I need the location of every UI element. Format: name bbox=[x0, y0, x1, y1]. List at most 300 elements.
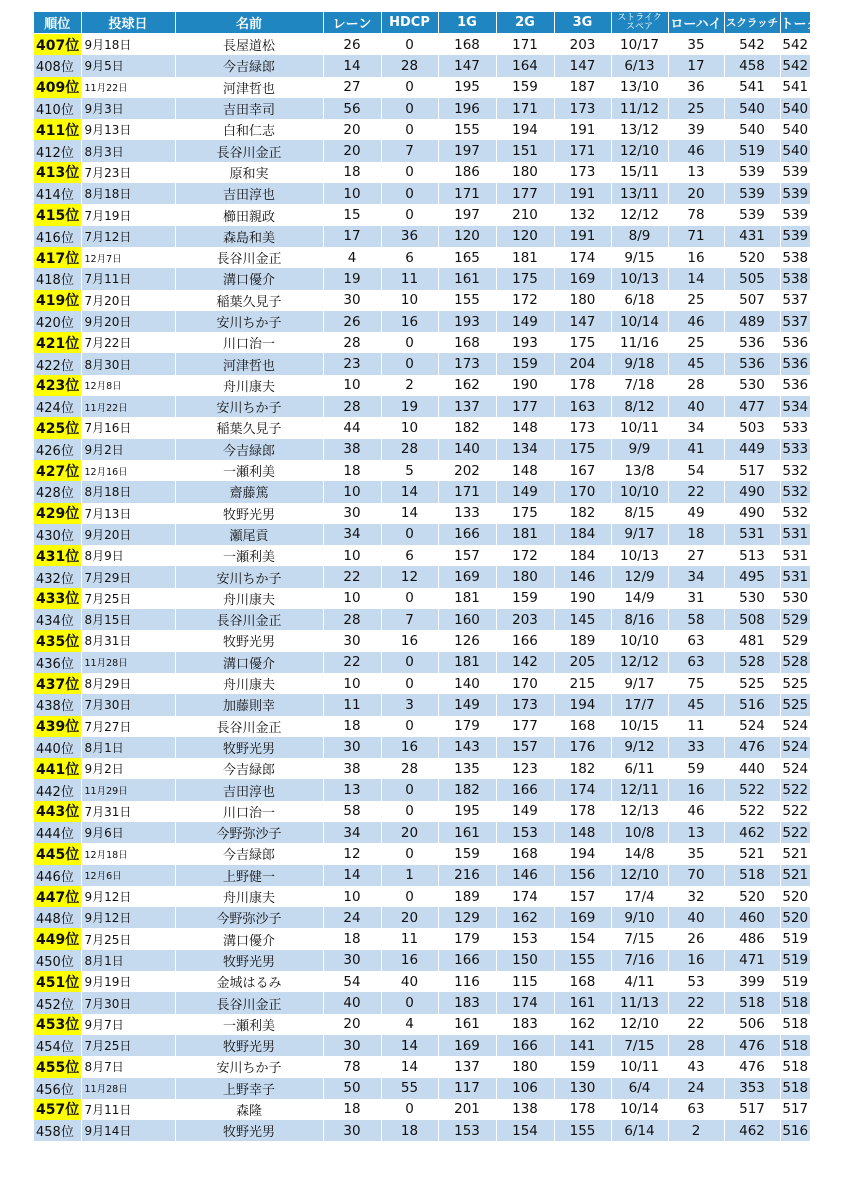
cell-lowhigh: 25 bbox=[668, 290, 724, 311]
cell-strike-spare: 10/13 bbox=[611, 545, 668, 566]
cell-lane: 28 bbox=[323, 332, 381, 353]
cell-lane: 56 bbox=[323, 98, 381, 119]
table-row bbox=[34, 98, 810, 119]
cell-game3: 194 bbox=[554, 694, 611, 715]
table-row bbox=[34, 268, 810, 289]
cell-rank: 447位 bbox=[34, 886, 81, 907]
cell-game3: 167 bbox=[554, 460, 611, 481]
cell-lane: 30 bbox=[323, 630, 381, 651]
table-row bbox=[34, 162, 810, 183]
cell-lowhigh: 39 bbox=[668, 119, 724, 140]
table-row bbox=[34, 865, 810, 886]
cell-lowhigh: 53 bbox=[668, 971, 724, 992]
cell-rank: 430位 bbox=[34, 524, 81, 545]
cell-strike-spare: 12/12 bbox=[611, 204, 668, 225]
cell-scratch: 517 bbox=[724, 1099, 780, 1120]
table-row bbox=[34, 545, 810, 566]
cell-game3: 156 bbox=[554, 865, 611, 886]
cell-lowhigh: 11 bbox=[668, 716, 724, 737]
cell-game1: 197 bbox=[438, 204, 496, 225]
cell-lowhigh: 49 bbox=[668, 503, 724, 524]
cell-scratch: 353 bbox=[724, 1078, 780, 1099]
cell-lowhigh: 46 bbox=[668, 311, 724, 332]
cell-rank: 434位 bbox=[34, 609, 81, 630]
cell-game2: 170 bbox=[496, 673, 554, 694]
cell-game2: 175 bbox=[496, 268, 554, 289]
cell-rank: 413位 bbox=[34, 162, 81, 183]
cell-game1: 165 bbox=[438, 247, 496, 268]
cell-total: 540 bbox=[780, 98, 810, 119]
cell-date: 11月29日 bbox=[81, 779, 175, 800]
cell-name: 今吉緑郎 bbox=[175, 55, 323, 76]
cell-rank: 451位 bbox=[34, 971, 81, 992]
cell-date: 12月6日 bbox=[81, 865, 175, 886]
cell-scratch: 489 bbox=[724, 311, 780, 332]
cell-game2: 172 bbox=[496, 290, 554, 311]
cell-game1: 189 bbox=[438, 886, 496, 907]
cell-strike-spare: 12/12 bbox=[611, 652, 668, 673]
cell-strike-spare: 11/12 bbox=[611, 98, 668, 119]
cell-game2: 171 bbox=[496, 34, 554, 56]
cell-rank: 455位 bbox=[34, 1056, 81, 1077]
cell-game1: 182 bbox=[438, 417, 496, 438]
header-rank: 順位 bbox=[34, 12, 81, 34]
cell-game3: 180 bbox=[554, 290, 611, 311]
header-lane: レーン bbox=[323, 12, 381, 34]
cell-date: 7月11日 bbox=[81, 1099, 175, 1120]
cell-game3: 145 bbox=[554, 609, 611, 630]
cell-game1: 171 bbox=[438, 481, 496, 502]
cell-name: 上野幸子 bbox=[175, 1078, 323, 1099]
cell-lowhigh: 41 bbox=[668, 439, 724, 460]
cell-hdcp: 19 bbox=[381, 396, 438, 417]
cell-hdcp: 0 bbox=[381, 716, 438, 737]
cell-lane: 10 bbox=[323, 673, 381, 694]
cell-date: 7月22日 bbox=[81, 332, 175, 353]
cell-scratch: 503 bbox=[724, 417, 780, 438]
table-row bbox=[34, 886, 810, 907]
cell-game2: 106 bbox=[496, 1078, 554, 1099]
cell-game3: 187 bbox=[554, 77, 611, 98]
cell-scratch: 539 bbox=[724, 183, 780, 204]
cell-game2: 149 bbox=[496, 801, 554, 822]
cell-total: 529 bbox=[780, 609, 810, 630]
cell-lowhigh: 35 bbox=[668, 843, 724, 864]
cell-lowhigh: 78 bbox=[668, 204, 724, 225]
cell-lane: 58 bbox=[323, 801, 381, 822]
cell-hdcp: 11 bbox=[381, 928, 438, 949]
cell-date: 7月13日 bbox=[81, 503, 175, 524]
cell-game3: 169 bbox=[554, 268, 611, 289]
cell-total: 520 bbox=[780, 886, 810, 907]
cell-game2: 177 bbox=[496, 396, 554, 417]
cell-game3: 204 bbox=[554, 353, 611, 374]
cell-lowhigh: 2 bbox=[668, 1120, 724, 1141]
cell-strike-spare: 8/15 bbox=[611, 503, 668, 524]
cell-lane: 28 bbox=[323, 609, 381, 630]
cell-game3: 205 bbox=[554, 652, 611, 673]
cell-scratch: 471 bbox=[724, 950, 780, 971]
cell-total: 536 bbox=[780, 353, 810, 374]
cell-lane: 4 bbox=[323, 247, 381, 268]
cell-total: 531 bbox=[780, 545, 810, 566]
cell-game3: 184 bbox=[554, 545, 611, 566]
cell-total: 539 bbox=[780, 162, 810, 183]
cell-lowhigh: 71 bbox=[668, 226, 724, 247]
cell-lowhigh: 32 bbox=[668, 886, 724, 907]
cell-date: 9月19日 bbox=[81, 971, 175, 992]
cell-date: 12月8日 bbox=[81, 375, 175, 396]
cell-strike-spare: 9/9 bbox=[611, 439, 668, 460]
table-row bbox=[34, 588, 810, 609]
cell-game2: 180 bbox=[496, 162, 554, 183]
table-row bbox=[34, 1120, 810, 1141]
cell-hdcp: 0 bbox=[381, 98, 438, 119]
cell-name: 今野弥沙子 bbox=[175, 822, 323, 843]
cell-rank: 446位 bbox=[34, 865, 81, 886]
table-row bbox=[34, 1014, 810, 1035]
cell-name: 長谷川金正 bbox=[175, 609, 323, 630]
cell-game3: 173 bbox=[554, 417, 611, 438]
cell-total: 529 bbox=[780, 630, 810, 651]
cell-strike-spare: 6/11 bbox=[611, 758, 668, 779]
cell-date: 8月9日 bbox=[81, 545, 175, 566]
cell-strike-spare: 15/11 bbox=[611, 162, 668, 183]
header-row bbox=[34, 12, 810, 34]
cell-lowhigh: 13 bbox=[668, 162, 724, 183]
table-row bbox=[34, 140, 810, 161]
header-game1: 1G bbox=[438, 12, 496, 34]
cell-name: 吉田淳也 bbox=[175, 183, 323, 204]
cell-name: 溝口優介 bbox=[175, 928, 323, 949]
table-row bbox=[34, 77, 810, 98]
cell-name: 川口治一 bbox=[175, 332, 323, 353]
cell-game2: 148 bbox=[496, 460, 554, 481]
cell-hdcp: 0 bbox=[381, 801, 438, 822]
cell-hdcp: 14 bbox=[381, 1056, 438, 1077]
cell-strike-spare: 9/12 bbox=[611, 737, 668, 758]
cell-scratch: 458 bbox=[724, 55, 780, 76]
cell-lowhigh: 59 bbox=[668, 758, 724, 779]
cell-game1: 161 bbox=[438, 1014, 496, 1035]
cell-rank: 418位 bbox=[34, 268, 81, 289]
cell-scratch: 431 bbox=[724, 226, 780, 247]
cell-hdcp: 0 bbox=[381, 992, 438, 1013]
cell-game3: 154 bbox=[554, 928, 611, 949]
cell-lowhigh: 16 bbox=[668, 247, 724, 268]
cell-scratch: 540 bbox=[724, 119, 780, 140]
cell-rank: 411位 bbox=[34, 119, 81, 140]
cell-rank: 444位 bbox=[34, 822, 81, 843]
cell-date: 12月18日 bbox=[81, 843, 175, 864]
cell-name: 舟川康夫 bbox=[175, 673, 323, 694]
cell-scratch: 462 bbox=[724, 1120, 780, 1141]
cell-hdcp: 20 bbox=[381, 822, 438, 843]
cell-lane: 44 bbox=[323, 417, 381, 438]
cell-rank: 431位 bbox=[34, 545, 81, 566]
cell-strike-spare: 13/12 bbox=[611, 119, 668, 140]
cell-lane: 26 bbox=[323, 34, 381, 56]
cell-date: 7月20日 bbox=[81, 290, 175, 311]
cell-strike-spare: 10/11 bbox=[611, 1056, 668, 1077]
cell-strike-spare: 13/10 bbox=[611, 77, 668, 98]
cell-game1: 195 bbox=[438, 77, 496, 98]
cell-scratch: 490 bbox=[724, 503, 780, 524]
cell-rank: 408位 bbox=[34, 55, 81, 76]
cell-total: 537 bbox=[780, 290, 810, 311]
cell-scratch: 477 bbox=[724, 396, 780, 417]
cell-scratch: 507 bbox=[724, 290, 780, 311]
cell-scratch: 536 bbox=[724, 353, 780, 374]
cell-date: 11月28日 bbox=[81, 1078, 175, 1099]
table-row bbox=[34, 460, 810, 481]
cell-name: 吉田淳也 bbox=[175, 779, 323, 800]
cell-name: 森島和美 bbox=[175, 226, 323, 247]
table-row bbox=[34, 992, 810, 1013]
header-strike-label: ストライク bbox=[617, 12, 662, 23]
cell-rank: 409位 bbox=[34, 77, 81, 98]
cell-total: 524 bbox=[780, 758, 810, 779]
cell-rank: 457位 bbox=[34, 1099, 81, 1120]
cell-scratch: 524 bbox=[724, 716, 780, 737]
cell-name: 長谷川金正 bbox=[175, 992, 323, 1013]
cell-date: 9月20日 bbox=[81, 311, 175, 332]
cell-name: 稲葉久見子 bbox=[175, 417, 323, 438]
header-total: トータル bbox=[780, 12, 810, 34]
cell-date: 7月29日 bbox=[81, 566, 175, 587]
cell-game1: 133 bbox=[438, 503, 496, 524]
cell-scratch: 540 bbox=[724, 98, 780, 119]
cell-lane: 18 bbox=[323, 1099, 381, 1120]
cell-strike-spare: 11/13 bbox=[611, 992, 668, 1013]
cell-hdcp: 10 bbox=[381, 417, 438, 438]
cell-hdcp: 5 bbox=[381, 460, 438, 481]
cell-game2: 142 bbox=[496, 652, 554, 673]
cell-hdcp: 7 bbox=[381, 140, 438, 161]
cell-name: 舟川康夫 bbox=[175, 375, 323, 396]
cell-game2: 162 bbox=[496, 907, 554, 928]
cell-date: 8月3日 bbox=[81, 140, 175, 161]
cell-lane: 38 bbox=[323, 439, 381, 460]
cell-total: 520 bbox=[780, 907, 810, 928]
cell-strike-spare: 6/4 bbox=[611, 1078, 668, 1099]
table-row bbox=[34, 439, 810, 460]
cell-game3: 184 bbox=[554, 524, 611, 545]
cell-game1: 181 bbox=[438, 588, 496, 609]
cell-scratch: 528 bbox=[724, 652, 780, 673]
cell-scratch: 518 bbox=[724, 992, 780, 1013]
cell-rank: 454位 bbox=[34, 1035, 81, 1056]
cell-total: 516 bbox=[780, 1120, 810, 1141]
cell-total: 521 bbox=[780, 843, 810, 864]
cell-total: 536 bbox=[780, 332, 810, 353]
cell-rank: 432位 bbox=[34, 566, 81, 587]
cell-name: 今吉緑郎 bbox=[175, 758, 323, 779]
cell-lane: 20 bbox=[323, 1014, 381, 1035]
table-row bbox=[34, 566, 810, 587]
cell-rank: 423位 bbox=[34, 375, 81, 396]
cell-name: 今吉緑郎 bbox=[175, 843, 323, 864]
cell-strike-spare: 9/18 bbox=[611, 353, 668, 374]
cell-game3: 163 bbox=[554, 396, 611, 417]
cell-strike-spare: 6/18 bbox=[611, 290, 668, 311]
cell-scratch: 506 bbox=[724, 1014, 780, 1035]
cell-hdcp: 0 bbox=[381, 77, 438, 98]
table-row bbox=[34, 716, 810, 737]
cell-game1: 126 bbox=[438, 630, 496, 651]
table-row bbox=[34, 503, 810, 524]
cell-game1: 140 bbox=[438, 673, 496, 694]
cell-game2: 149 bbox=[496, 311, 554, 332]
cell-game2: 146 bbox=[496, 865, 554, 886]
cell-game3: 161 bbox=[554, 992, 611, 1013]
cell-name: 長谷川金正 bbox=[175, 140, 323, 161]
cell-scratch: 508 bbox=[724, 609, 780, 630]
cell-game3: 168 bbox=[554, 716, 611, 737]
cell-strike-spare: 9/17 bbox=[611, 524, 668, 545]
cell-game2: 173 bbox=[496, 694, 554, 715]
cell-date: 7月25日 bbox=[81, 1035, 175, 1056]
cell-strike-spare: 9/17 bbox=[611, 673, 668, 694]
cell-total: 519 bbox=[780, 928, 810, 949]
cell-scratch: 399 bbox=[724, 971, 780, 992]
cell-game3: 203 bbox=[554, 34, 611, 56]
cell-lane: 15 bbox=[323, 204, 381, 225]
table-row bbox=[34, 779, 810, 800]
cell-game1: 195 bbox=[438, 801, 496, 822]
cell-strike-spare: 13/11 bbox=[611, 183, 668, 204]
table-row bbox=[34, 630, 810, 651]
header-scratch: スクラッチ bbox=[724, 12, 780, 34]
cell-rank: 437位 bbox=[34, 673, 81, 694]
cell-total: 538 bbox=[780, 247, 810, 268]
cell-date: 9月7日 bbox=[81, 1014, 175, 1035]
cell-total: 531 bbox=[780, 566, 810, 587]
cell-game3: 191 bbox=[554, 183, 611, 204]
cell-game1: 166 bbox=[438, 524, 496, 545]
cell-date: 9月12日 bbox=[81, 907, 175, 928]
cell-lowhigh: 17 bbox=[668, 55, 724, 76]
cell-rank: 428位 bbox=[34, 481, 81, 502]
cell-date: 7月16日 bbox=[81, 417, 175, 438]
cell-game3: 215 bbox=[554, 673, 611, 694]
cell-game2: 172 bbox=[496, 545, 554, 566]
cell-rank: 422位 bbox=[34, 353, 81, 374]
cell-date: 9月20日 bbox=[81, 524, 175, 545]
cell-hdcp: 0 bbox=[381, 843, 438, 864]
cell-lane: 18 bbox=[323, 928, 381, 949]
cell-lowhigh: 28 bbox=[668, 375, 724, 396]
cell-name: 河津哲也 bbox=[175, 353, 323, 374]
cell-strike-spare: 10/17 bbox=[611, 34, 668, 56]
cell-hdcp: 20 bbox=[381, 907, 438, 928]
cell-lowhigh: 25 bbox=[668, 332, 724, 353]
cell-lowhigh: 34 bbox=[668, 417, 724, 438]
cell-lowhigh: 45 bbox=[668, 353, 724, 374]
cell-name: 安川ちか子 bbox=[175, 396, 323, 417]
cell-strike-spare: 10/14 bbox=[611, 1099, 668, 1120]
cell-game2: 154 bbox=[496, 1120, 554, 1141]
cell-game1: 137 bbox=[438, 1056, 496, 1077]
cell-total: 522 bbox=[780, 801, 810, 822]
cell-name: 溝口優介 bbox=[175, 652, 323, 673]
cell-date: 7月31日 bbox=[81, 801, 175, 822]
cell-rank: 410位 bbox=[34, 98, 81, 119]
cell-total: 524 bbox=[780, 737, 810, 758]
cell-lane: 30 bbox=[323, 950, 381, 971]
cell-hdcp: 36 bbox=[381, 226, 438, 247]
cell-lane: 22 bbox=[323, 652, 381, 673]
cell-name: 安川ちか子 bbox=[175, 311, 323, 332]
cell-scratch: 516 bbox=[724, 694, 780, 715]
cell-game3: 175 bbox=[554, 332, 611, 353]
cell-hdcp: 14 bbox=[381, 1035, 438, 1056]
header-name: 名前 bbox=[175, 12, 323, 34]
table-row bbox=[34, 183, 810, 204]
cell-name: 安川ちか子 bbox=[175, 566, 323, 587]
cell-hdcp: 0 bbox=[381, 204, 438, 225]
cell-game1: 135 bbox=[438, 758, 496, 779]
cell-game1: 186 bbox=[438, 162, 496, 183]
cell-name: 瀬尾貢 bbox=[175, 524, 323, 545]
cell-game2: 180 bbox=[496, 1056, 554, 1077]
cell-scratch: 521 bbox=[724, 843, 780, 864]
cell-game1: 140 bbox=[438, 439, 496, 460]
cell-game2: 171 bbox=[496, 98, 554, 119]
cell-strike-spare: 12/11 bbox=[611, 779, 668, 800]
cell-lowhigh: 45 bbox=[668, 694, 724, 715]
table-row bbox=[34, 609, 810, 630]
cell-game3: 168 bbox=[554, 971, 611, 992]
cell-strike-spare: 12/10 bbox=[611, 865, 668, 886]
cell-strike-spare: 7/15 bbox=[611, 928, 668, 949]
cell-strike-spare: 7/16 bbox=[611, 950, 668, 971]
cell-scratch: 518 bbox=[724, 865, 780, 886]
table-row bbox=[34, 1035, 810, 1056]
cell-name: 牧野光男 bbox=[175, 950, 323, 971]
cell-rank: 449位 bbox=[34, 928, 81, 949]
cell-game2: 134 bbox=[496, 439, 554, 460]
cell-total: 540 bbox=[780, 140, 810, 161]
cell-date: 12月16日 bbox=[81, 460, 175, 481]
cell-name: 上野健一 bbox=[175, 865, 323, 886]
cell-game2: 177 bbox=[496, 716, 554, 737]
cell-rank: 419位 bbox=[34, 290, 81, 311]
cell-date: 7月30日 bbox=[81, 992, 175, 1013]
table-row bbox=[34, 694, 810, 715]
cell-lane: 40 bbox=[323, 992, 381, 1013]
cell-lowhigh: 18 bbox=[668, 524, 724, 545]
cell-strike-spare: 10/13 bbox=[611, 268, 668, 289]
cell-game3: 174 bbox=[554, 779, 611, 800]
cell-scratch: 449 bbox=[724, 439, 780, 460]
cell-game3: 191 bbox=[554, 119, 611, 140]
cell-game2: 159 bbox=[496, 353, 554, 374]
cell-game3: 175 bbox=[554, 439, 611, 460]
cell-game2: 153 bbox=[496, 822, 554, 843]
cell-date: 8月30日 bbox=[81, 353, 175, 374]
cell-game1: 181 bbox=[438, 652, 496, 673]
cell-strike-spare: 14/9 bbox=[611, 588, 668, 609]
cell-lane: 28 bbox=[323, 396, 381, 417]
cell-date: 8月18日 bbox=[81, 481, 175, 502]
cell-scratch: 490 bbox=[724, 481, 780, 502]
cell-hdcp: 0 bbox=[381, 1099, 438, 1120]
cell-game3: 178 bbox=[554, 1099, 611, 1120]
cell-game2: 149 bbox=[496, 481, 554, 502]
cell-name: 今吉緑郎 bbox=[175, 439, 323, 460]
cell-game2: 193 bbox=[496, 332, 554, 353]
